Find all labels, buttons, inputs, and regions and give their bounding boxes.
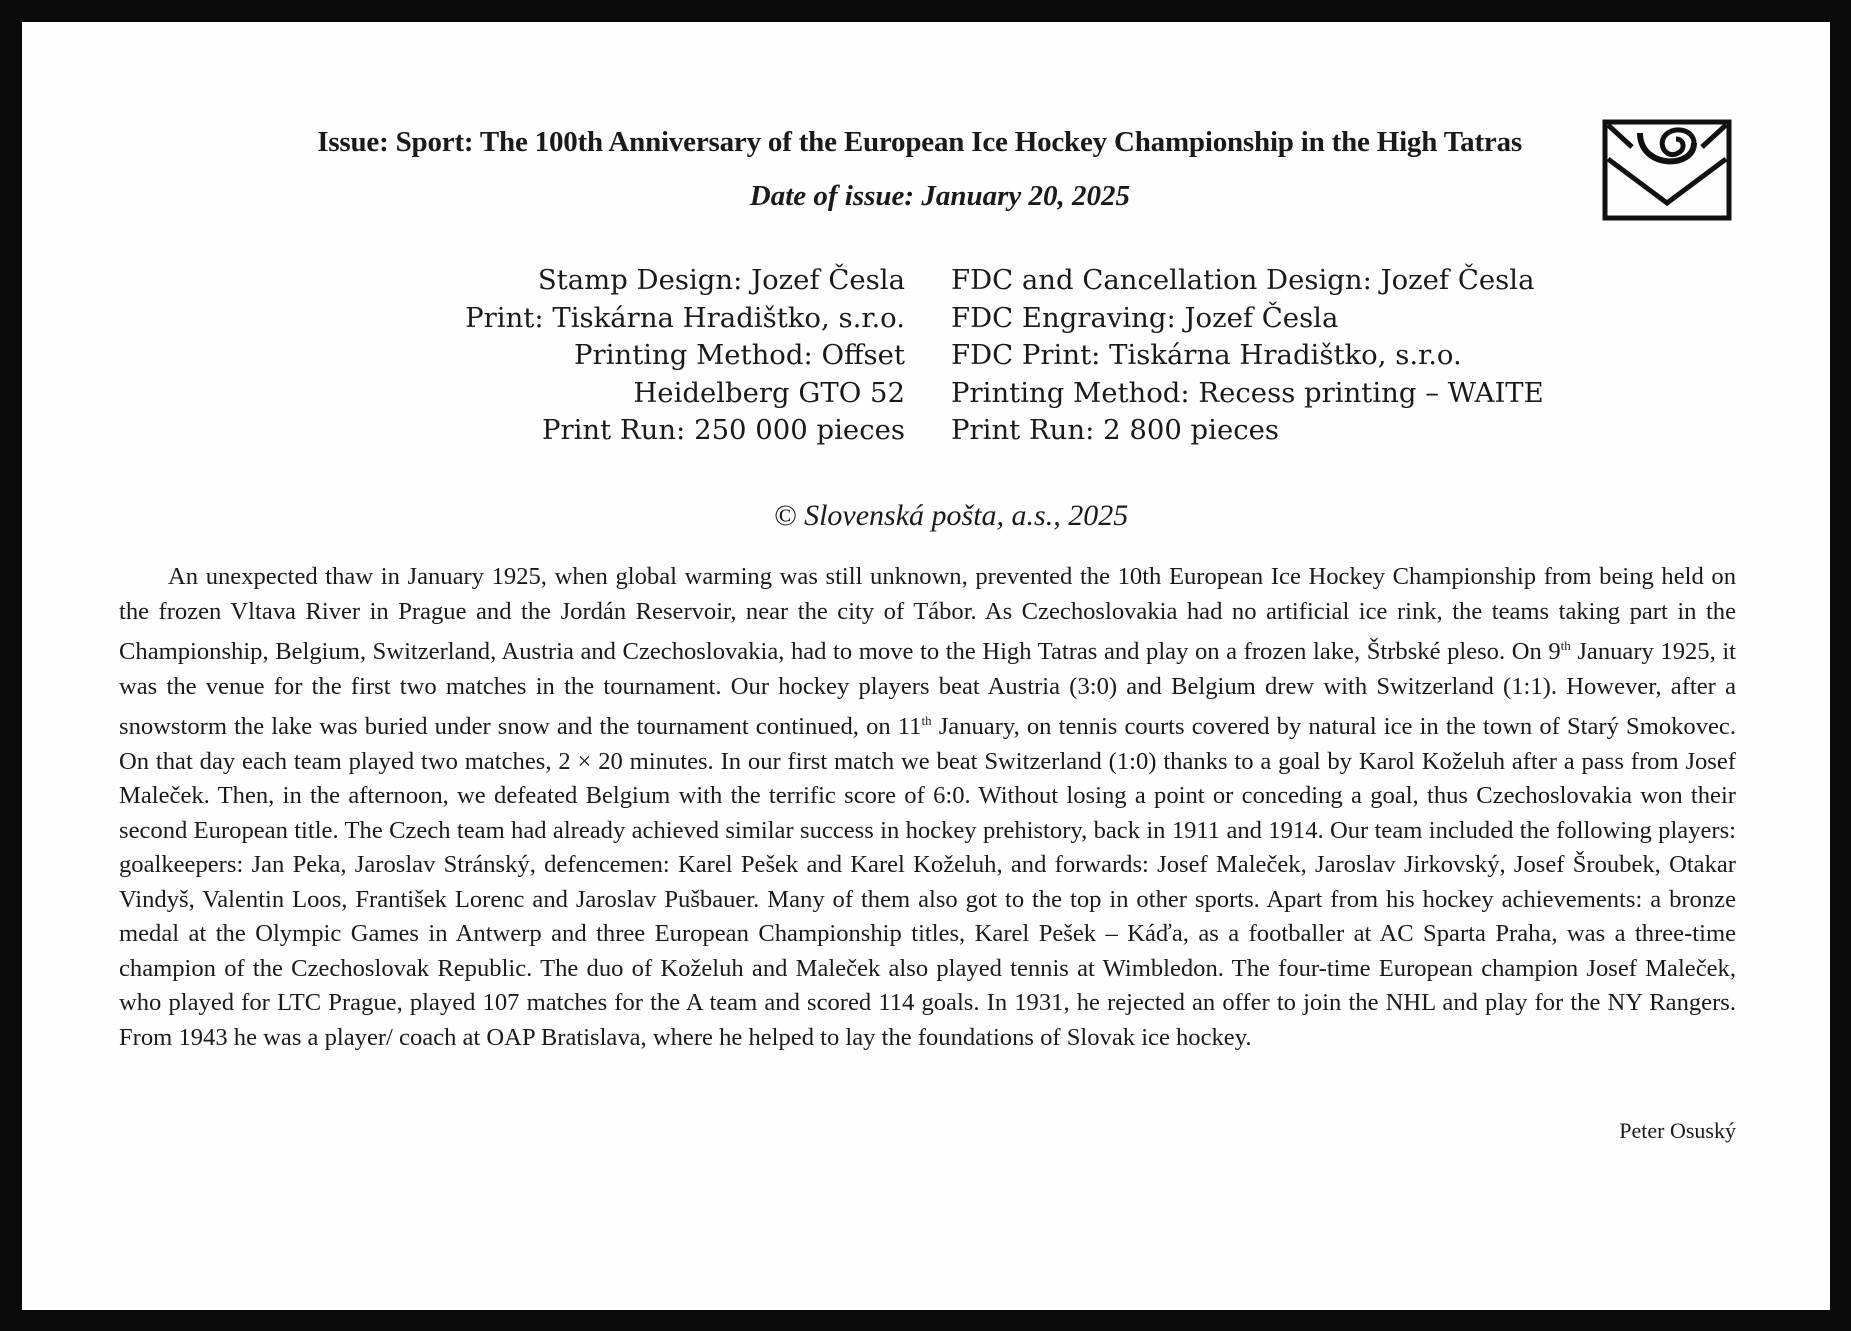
body-text-part-3: January, on tennis courts covered by natural ice in the town of Starý Smokovec. On that day each team played two matches, 2 × 20 minutes. In our first match we beat Switzerland (1:0) thanks to a goal by Karol Koželuh after a pass from Josef Maleček. Then, in the afternoon, we defeated Belgium with the terrific score of 6:0. Without losing a point or conceding a goal, thus Czechoslovakia won their second European title. The Czech team had already achieved similar success in hockey prehistory, back in 1911 and 1914. Our team included the following players: goalkeepers: Jan Peka, Jaroslav Stránský, defencemen: Karel Pešek and Karel Koželuh, and forwards: Josef Maleček, Jaroslav Jirkovský, Josef Šroubek, Otakar Vindyš, Valentin Loos, František Lorenc and Jaroslav Pušbauer. Many of them also got to the top in other sports. Apart from his hockey achievements: a bronze medal at the Olympic Games in Antwerp and three European Championship titles, Karel Pešek – Káďa, as a footballer at AC Sparta Praha, was a three-time champion of the Czechoslovak Republic. The duo of Koželuh and Maleček also played tennis at Wimbledon. The four-time European champion Josef Maleček, who played for LTC Prague, played 107 matches for the A team and scored 114 goals. In 1931, he rejected an offer to join the NHL and play for the NY Rangers. From 1943 he was a player/ coach at OAP Bratislava, where he helped to lay the foundations of Slovak ice hockey. <box>119 713 1736 1051</box>
author-signature: Peter Osuský <box>1619 1118 1736 1143</box>
copyright-notice: © Slovenská pošta, a.s., 2025 <box>773 499 1129 532</box>
fdc-details <box>951 262 1811 450</box>
stamp-print-run-line: Print Run: 250 000 pieces <box>541 414 905 446</box>
fdc-print-run-line: Print Run: 2 800 pieces <box>951 414 1280 446</box>
stamp-details <box>22 262 905 450</box>
document-card <box>22 22 1830 1310</box>
ordinal-suffix-2: th <box>921 713 932 729</box>
article-body <box>119 560 1736 1055</box>
fdc-printing-method-line: Printing Method: Recess printing – WAITE <box>951 376 1544 409</box>
fdc-engraving-line: FDC Engraving: Jozef Česla <box>951 301 1339 334</box>
issue-title: Issue: Sport: The 100th Anniversary of the European Ice Hockey Championship in the High Tatras <box>317 126 1522 158</box>
stamp-press-line: Heidelberg GTO 52 <box>633 376 905 409</box>
stamp-design-line: Stamp Design: Jozef Česla <box>537 264 905 296</box>
date-of-issue: Date of issue: January 20, 2025 <box>749 180 1130 212</box>
stamp-print-line: Print: Tiskárna Hradištko, s.r.o. <box>465 301 905 334</box>
body-text-part-2: January 1925, it was the venue for the first two matches in the tournament. Our hockey players beat Austria (3:0) and Belgium drew with Switzerland (1:1). However, after a snowstorm the lake was buried under snow and the tournament continued, on 11 <box>119 638 1736 741</box>
post-horn-envelope-icon <box>1602 119 1732 221</box>
body-text-part-1: An unexpected thaw in January 1925, when global warming was still unknown, prevented the 10th European Ice Hockey Championship from being held on the frozen Vltava River in Prague and the Jordán Reservoir, near the city of Tábor. As Czechoslovakia had no artificial ice rink, the teams taking part in the Championship, Belgium, Switzerland, Austria and Czechoslovakia, had to move to the High Tatras and play on a frozen lake, Štrbské pleso. On 9 <box>119 563 1736 666</box>
stamp-printing-method-line: Printing Method: Offset <box>574 339 905 371</box>
fdc-print-line: FDC Print: Tiskárna Hradištko, s.r.o. <box>951 339 1462 371</box>
ordinal-suffix-1: th <box>1560 638 1571 653</box>
fdc-design-line: FDC and Cancellation Design: Jozef Česla <box>951 264 1535 296</box>
